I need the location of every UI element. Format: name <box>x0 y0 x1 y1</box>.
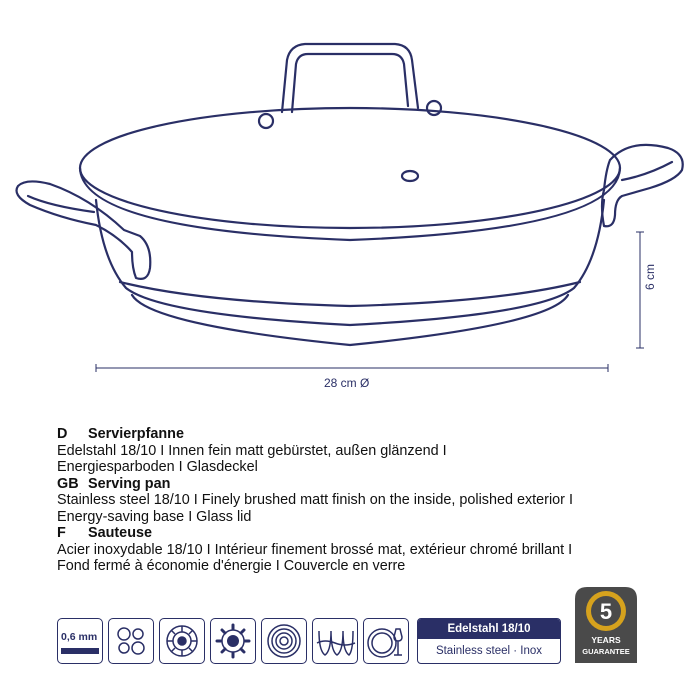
material-label <box>417 618 561 664</box>
description-f <box>57 525 657 575</box>
product-title: Sauteuse <box>88 525 152 541</box>
material-de: Edelstahl 18/10 <box>418 619 560 639</box>
language-code: GB <box>57 475 79 492</box>
electric-hob-icon <box>261 618 307 664</box>
gas-hob-icon <box>159 618 205 664</box>
diameter-label: 28 cm Ø <box>324 376 370 390</box>
product-title: Serving pan <box>88 475 171 492</box>
description-gb <box>57 476 657 526</box>
lid <box>80 108 620 228</box>
description-line: Acier inoxydable 18/10 I Intérieur finement brossé mat, extérieur chromé brillant I <box>57 541 573 558</box>
product-title: Servierpfanne <box>88 426 184 442</box>
height-label: 6 cm <box>643 263 657 290</box>
ceramic-hob-icon <box>108 618 154 664</box>
description-line: Energiesparboden I Glasdeckel <box>57 459 258 475</box>
description-line: Fond fermé à économie d'énergie I Couvercle en verre <box>57 558 406 574</box>
description-line: Stainless steel 18/10 I Finely brushed matt finish on the inside, polished exterior I <box>57 492 573 508</box>
description-line: Energy-saving base I Glass lid <box>57 508 252 525</box>
thickness-icon <box>57 618 103 664</box>
oven-icon <box>312 618 358 664</box>
language-code: D <box>57 426 68 442</box>
product-description <box>57 426 657 575</box>
language-code: F <box>57 525 66 541</box>
guarantee-line2: GUARANTEE <box>582 647 630 656</box>
description-line: Edelstahl 18/10 I Innen fein matt gebürstet, außen glänzend I <box>57 442 447 459</box>
guarantee-line1: YEARS <box>591 635 621 645</box>
left-handle <box>17 181 151 278</box>
induction-hob-icon <box>210 618 256 664</box>
guarantee-badge <box>573 585 639 665</box>
guarantee-years: 5 <box>599 599 613 624</box>
dishwasher-icon <box>363 618 409 664</box>
thickness-label: 0,6 mm <box>61 631 98 643</box>
description-de <box>57 426 657 476</box>
material-en: Stainless steel · Inox <box>435 645 543 657</box>
pan-rim <box>80 168 620 240</box>
